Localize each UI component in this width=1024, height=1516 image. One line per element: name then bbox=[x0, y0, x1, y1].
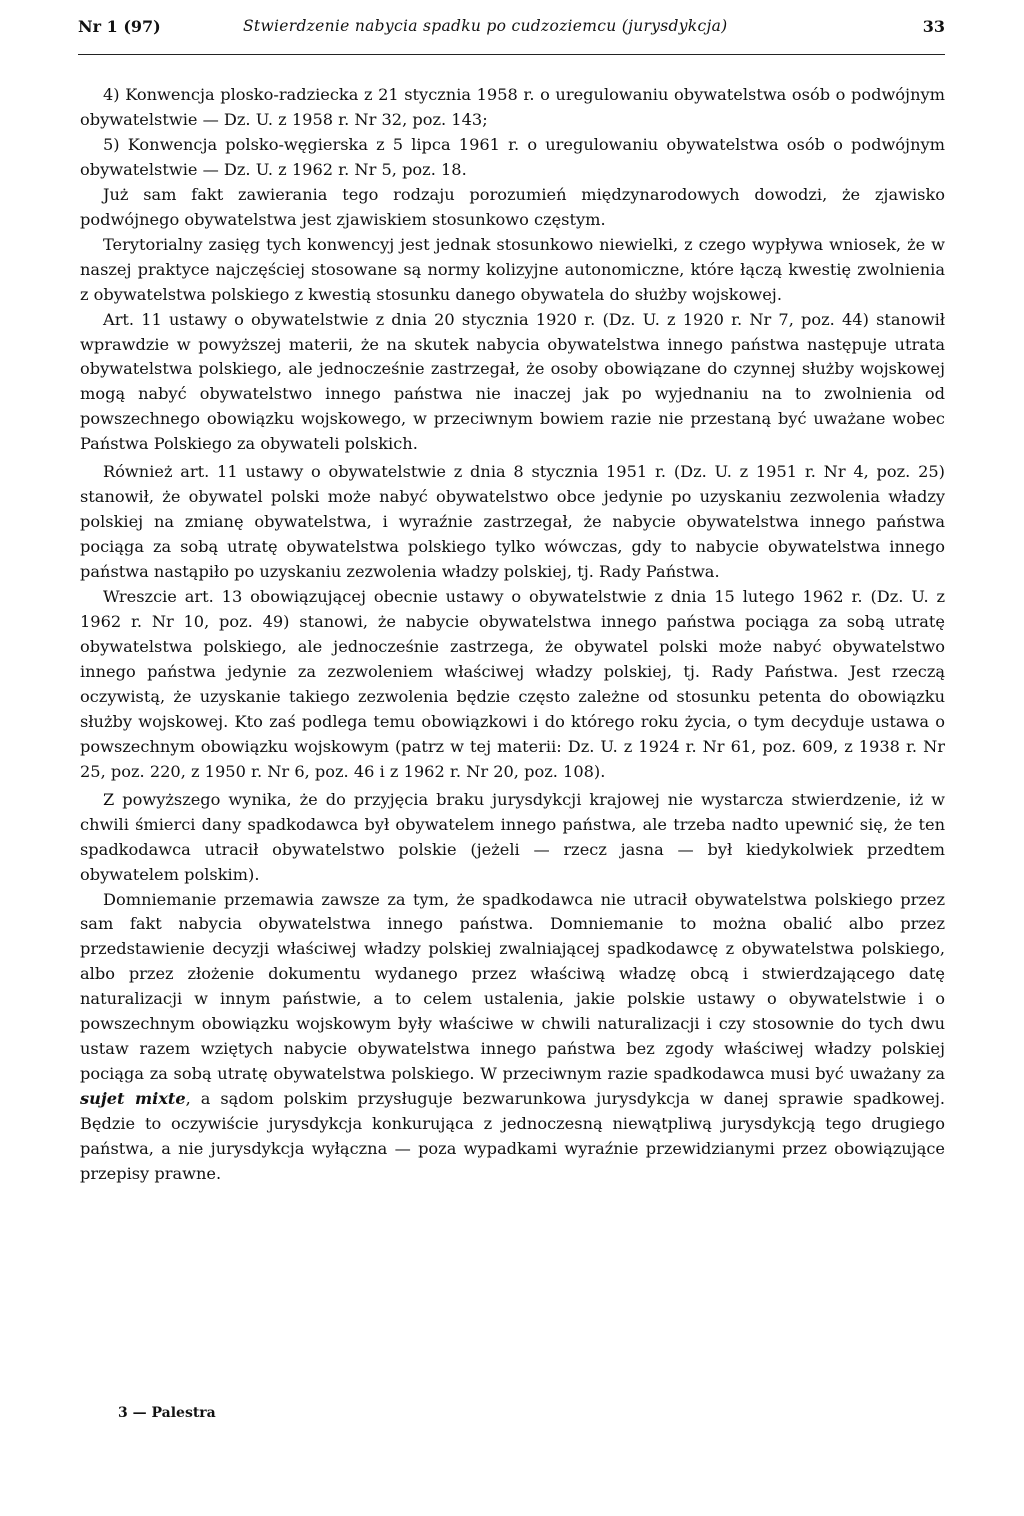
body-text bbox=[80, 83, 945, 1187]
page-footer: 3 — Palestra bbox=[118, 1405, 216, 1421]
paragraph: Już sam fakt zawierania tego rodzaju porozumień międzynarodowych dowodzi, że zjawisko podwójnego obywatelstwa jest zjawiskiem stosunkowo częstym. bbox=[80, 184, 945, 229]
running-title: Stwierdzenie nabycia spadku po cudzoziemcu (jurysdykcja) bbox=[243, 17, 728, 35]
paragraph: 4) Konwencja plosko-radziecka z 21 stycznia 1958 r. o uregulowaniu obywatelstwa osób o podwójnym obywatelstwie — Dz. U. z 1958 r. Nr 32, poz. 143; bbox=[80, 85, 945, 129]
paragraph: 5) Konwencja polsko-węgierska z 5 lipca 1961 r. o uregulowaniu obywatelstwa osób o podwójnym obywatelstwie — Dz. U. z 1962 r. Nr 5, poz. 18. bbox=[80, 134, 945, 179]
header-rule bbox=[78, 54, 945, 55]
text-run: , a sądom polskim przysługuje bezwarunkowa jurysdykcja w danej sprawie spadkowej. Będzie to oczywiście jurysdykcja konkurująca z jednoczesną niewątpliwą jurysdykcją tego drugiego państwa, a nie jurysdykcja wyłączna — poza wypadkami wyraźnie przewidzianymi przez obowiązujące przepisy prawne. bbox=[80, 1089, 946, 1183]
italic-term: sujet mixte bbox=[80, 1089, 186, 1109]
paragraph: Terytorialny zasięg tych konwencyj jest jednak stosunkowo niewielki, z czego wypływa wniosek, że w naszej praktyce najczęściej stosowane są normy kolizyjne autonomiczne, które łączą kwestię zwolnienia z obywatelstwa polskiego z kwestią stosunku danego obywatela do służby wojskowej. bbox=[80, 234, 945, 304]
page-header bbox=[78, 8, 945, 44]
issue-number: Nr 1 (97) bbox=[78, 16, 161, 36]
page-number: 33 bbox=[922, 16, 945, 36]
paragraph: Art. 11 ustawy o obywatelstwie z dnia 20 stycznia 1920 r. (Dz. U. z 1920 r. Nr 7, poz. 44) stanowił wprawdzie w powyższej materii, że na skutek nabycia obywatelstwa innego państwa następuje utrata obywatelstwa polskiego, ale jednocześnie zastrzegał, że osoby obowiązane do czynnej służby wojskowej mogą nabyć obywatelstwo innego państwa nie inaczej jak po wyjednaniu na to zwolnienia od powszechnego obowiązku wojskowego, w przeciwnym bowiem razie nie przestaną być uważane wobec Państwa Polskiego za obywateli polskich. bbox=[80, 309, 945, 454]
text-run: Domniemanie przemawia zawsze za tym, że spadkodawca nie utracił obywatelstwa polskiego przez sam fakt nabycia obywatelstwa innego państwa. Domniemanie to można obalić albo przez przedstawienie decyzji właściwej władzy polskiej zwalniającej spadkodawcę z obywatelstwa polskiego, albo przez złożenie dokumentu wydanego przez właściwą władzę obcą i stwierdzającego datę naturalizacji w innym państwie, a to celem ustalenia, jakie polskie ustawy o obywatelstwie i o powszechnym obowiązku wojskowym były właściwe w chwili naturalizacji i czy stosownie do tych dwu ustaw razem wziętych nabycie obywatelstwa innego państwa bez zgody właściwej władzy polskiej pociąga za sobą utratę obywatelstwa polskiego. W przeciwnym razie spadkodawca musi być uważany za bbox=[80, 889, 945, 1084]
paragraph: Również art. 11 ustawy o obywatelstwie z dnia 8 stycznia 1951 r. (Dz. U. z 1951 r. Nr 4, poz. 25) stanowił, że obywatel polski może nabyć obywatelstwo obce jedynie po uzyskaniu zezwolenia władzy polskiej na zmianę obywatelstwa, i wyraźnie zastrzegał, że nabycie obywatelstwa innego państwa pociąga za sobą utratę obywatelstwa polskiego tylko wówczas, gdy to nabycie obywatelstwa innego państwa nastąpiło po uzyskaniu zezwolenia władzy polskiej, tj. Rady Państwa. bbox=[80, 462, 945, 582]
paragraph: Z powyższego wynika, że do przyjęcia braku jurysdykcji krajowej nie wystarcza stwierdzenie, iż w chwili śmierci dany spadkodawca był obywatelem innego państwa, ale trzeba nadto upewnić się, że ten spadkodawca utracił obywatelstwo polskie (jeżeli — rzecz jasna — był kiedykolwiek przedtem obywatelem polskim). bbox=[80, 789, 945, 884]
paragraph: Wreszcie art. 13 obowiązującej obecnie ustawy o obywatelstwie z dnia 15 lutego 1962 r. (Dz. U. z 1962 r. Nr 10, poz. 49) stanowi, że nabycie obywatelstwa innego państwa pociąga za sobą utratę obywatelstwa polskiego, ale jednocześnie zastrzega, że obywatel polski może nabyć obywatelstwo innego państwa jedynie za zezwoleniem właściwej władzy polskiej, tj. Rady Państwa. Jest rzeczą oczywistą, że uzyskanie takiego zezwolenia będzie często zależne od stosunku petenta do obowiązku służby wojskowej. Kto zaś podlega temu obowiązkowi i do którego roku życia, o tym decyduje ustawa o powszechnym obowiązku wojskowym (patrz w tej materii: Dz. U. z 1924 r. Nr 61, poz. 609, z 1938 r. Nr 25, poz. 220, z 1950 r. Nr 6, poz. 46 i z 1962 r. Nr 20, poz. 108). bbox=[80, 587, 945, 781]
paragraph bbox=[80, 888, 945, 1187]
